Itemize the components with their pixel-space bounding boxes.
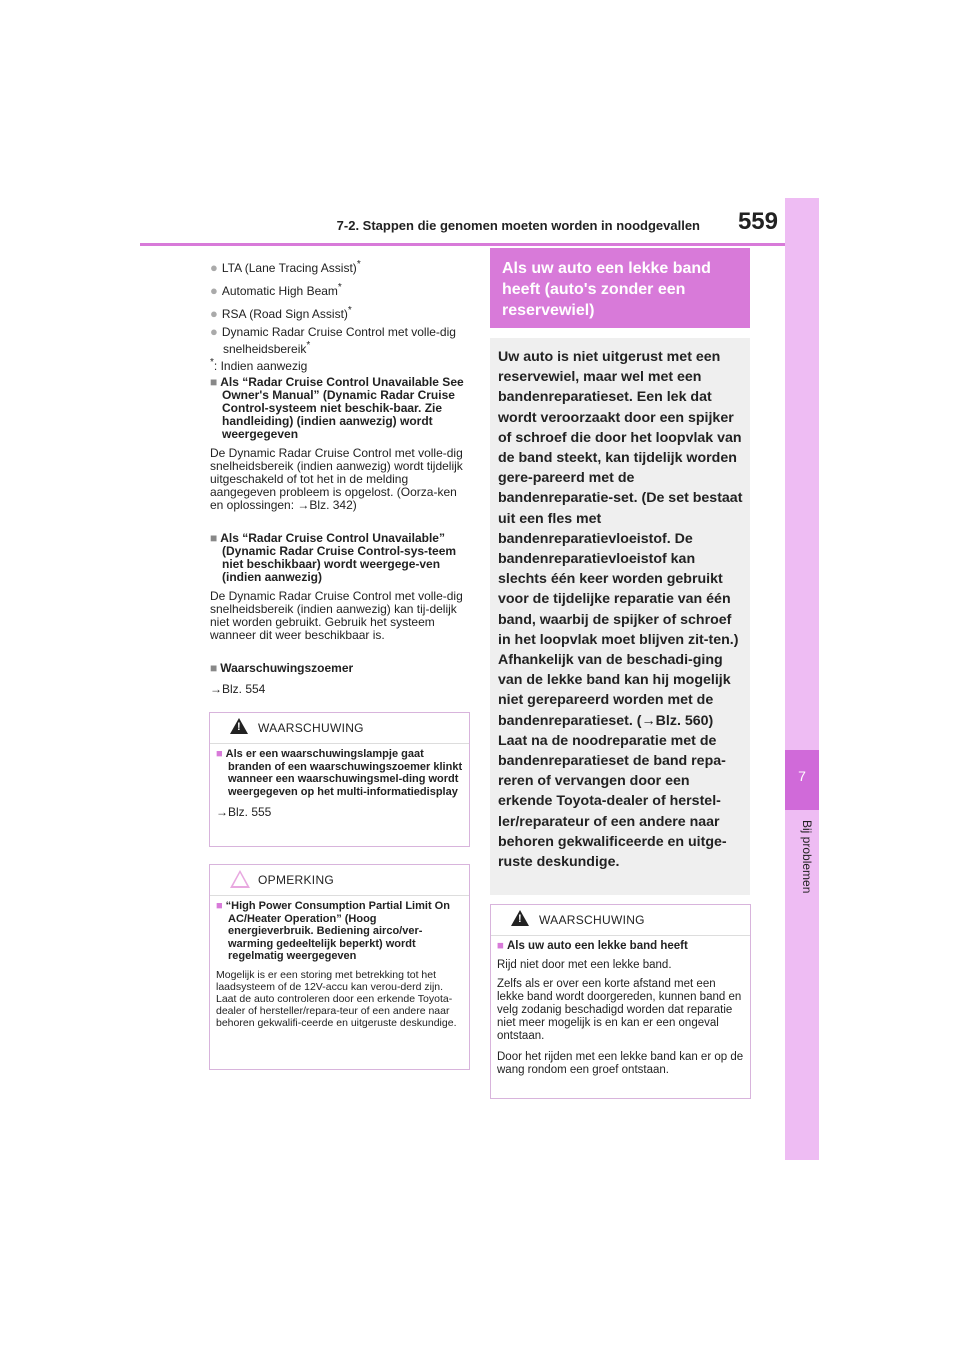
list-item [210, 281, 470, 298]
flat-tire-warning-box [490, 904, 751, 1099]
footnote-marker: * [306, 340, 311, 351]
right-body: Uw auto is niet uitgerust met een reservewiel, maar wel met een bandenreparatieset. Een lek dat wordt veroorzaakt door een spijker of schroef die door het loopvlak van de band steekt, kan tijdelijk worden gere-pareerd met de bandenreparatie-set. (De set bestaat uit een fles met bandenreparatievloeistof. De bandenreparatievloeistof kan slechts één keer worden gebruikt voor de tijdelijke reparatie van één band, waarbij de spijker of schroef in het loopvlak moet blijven zit-ten.) Afhankelijk van de beschadi-ging van de lekke band kan hij mogelijk niet gerepareerd worden met de bandenreparatieset. (→Blz. 560) Laat na de noodreparatie met de bandenreparatieset de band repa-reren of vervangen door een erkende Toyota-dealer of herstel-ler/reparateur of een andere naar behoren gekwalificeerde en uitge-ruste deskundige. [498, 349, 743, 871]
section-warning-buzzer [210, 662, 470, 696]
header-rule [140, 243, 785, 246]
warning-para: Rijd niet door met een lekke band. [497, 959, 672, 971]
square-bullet-icon: ■ [210, 375, 218, 389]
section-heading: ■ Als “Radar Cruise Control Unavailable” (Dynamic Radar Cruise Control-sys-teem niet beschikbaar) wordt weergege-ven (indien aanwezig) [210, 531, 457, 584]
note-box [209, 864, 470, 1070]
footnote [210, 356, 470, 373]
caution-triangle-icon [230, 870, 250, 888]
warning-body: →Blz. 555 [216, 805, 272, 819]
section-body: →Blz. 554 [210, 682, 266, 696]
square-bullet-icon: ■ [216, 900, 223, 912]
warning-heading: ■ Als uw auto een lekke band heeft [497, 940, 688, 952]
warning-box-header [491, 905, 750, 936]
square-bullet-icon: ■ [497, 940, 504, 952]
section-radar-unavailable [210, 532, 470, 642]
footnote-marker: * [356, 259, 361, 270]
footnote-marker: * [337, 282, 342, 293]
page-number: 559 [737, 208, 778, 235]
bullet-text: LTA (Lane Tracing Assist) [221, 261, 357, 275]
warning-title: WAARSCHUWING [258, 721, 364, 735]
note-heading: ■ “High Power Consumption Partial Limit On AC/Heater Operation” (Hoog energieverbruik. Bediening airco/ver-warming gedeeltelijk beperkt) wordt regelmatig weergegeven [216, 900, 450, 962]
section-body: De Dynamic Radar Cruise Control met volle-dig snelheidsbereik (indien aanwezig) kan tij-delijk niet worden gebruikt. Gebruik het systeem wanneer dit weer beschikbaar is. [210, 589, 463, 642]
square-bullet-icon: ■ [216, 748, 223, 760]
section-heading: ■ Waarschuwingszoemer [210, 661, 354, 675]
warning-para: Door het rijden met een lekke band kan er op de wang rondom een groef ontstaan. [497, 1051, 744, 1076]
bullet-text: RSA (Road Sign Assist) [221, 307, 348, 321]
warning-title: WAARSCHUWING [539, 913, 645, 927]
warning-heading: ■ Als er een waarschuwingslampje gaat branden of een waarschuwingszoemer klinkt wanneer een waarschuwingsmel-ding wordt weergegeven op het multi-informatiedisplay [216, 748, 463, 798]
footnote-mark: * [210, 357, 214, 368]
bullet-dot-icon: ● [210, 283, 218, 298]
warning-para: Zelfs als er over een korte afstand met een lekke band wordt doorgereden, kunnen band en velg zodanig beschadigd worden dat reparatie niet meer mogelijk is en kan er een ongeval ontstaan. [497, 978, 742, 1042]
bullet-dot-icon: ● [210, 260, 218, 275]
chapter-sidebar [785, 198, 819, 1160]
note-box-header [210, 865, 469, 896]
list-item [210, 325, 470, 356]
chapter-title: Bij problemen [800, 820, 814, 894]
section-title: 7-2. Stappen die genomen moeten worden in noodgevallen [336, 218, 700, 233]
section-body: De Dynamic Radar Cruise Control met volle-dig snelheidsbereik (indien aanwezig) wordt tijdelijk uitgeschakeld of tot het in de melding aangegeven probleem is opgelost. (Oorza-ken en oplossingen: →Blz. 342) [210, 446, 463, 512]
warning-triangle-icon [230, 718, 248, 734]
list-item [210, 258, 470, 275]
footnote-marker: * [347, 305, 352, 316]
bullet-dot-icon: ● [210, 306, 218, 321]
bullet-dot-icon: ● [210, 324, 218, 339]
footnote-text: : Indien aanwezig [213, 359, 308, 373]
bullet-text: Automatic High Beam [221, 284, 338, 298]
bullet-text: Dynamic Radar Cruise Control met volle-dig snelheidsbereik [221, 325, 456, 356]
square-bullet-icon: ■ [210, 661, 218, 675]
warning-box [209, 712, 470, 847]
note-title: OPMERKING [258, 873, 335, 887]
warning-box-header [210, 713, 469, 744]
square-bullet-icon: ■ [210, 531, 218, 545]
section-heading: ■ Als “Radar Cruise Control Unavailable See Owner's Manual” (Dynamic Radar Cruise Control-systeem niet beschik-baar. Zie handleiding) (indien aanwezig) wordt weergegeven [210, 375, 464, 441]
chapter-number: 7 [798, 768, 806, 784]
right-heading: Als uw auto een lekke band heeft (auto's zonder een reservewiel) [502, 260, 711, 319]
note-body: Mogelijk is er een storing met betrekking tot het laadsysteem of de 12V-accu kan verou-derd zijn. Laat de auto controleren door een erkende Toyota-dealer of hersteller/repara-teur of een andere naar behoren gekwalifi-ceerde en uitgeruste deskundige. [216, 968, 457, 1029]
bullet-list [210, 258, 470, 373]
section-radar-unavailable-manual [210, 376, 470, 512]
warning-triangle-icon [511, 910, 529, 926]
list-item [210, 304, 470, 321]
